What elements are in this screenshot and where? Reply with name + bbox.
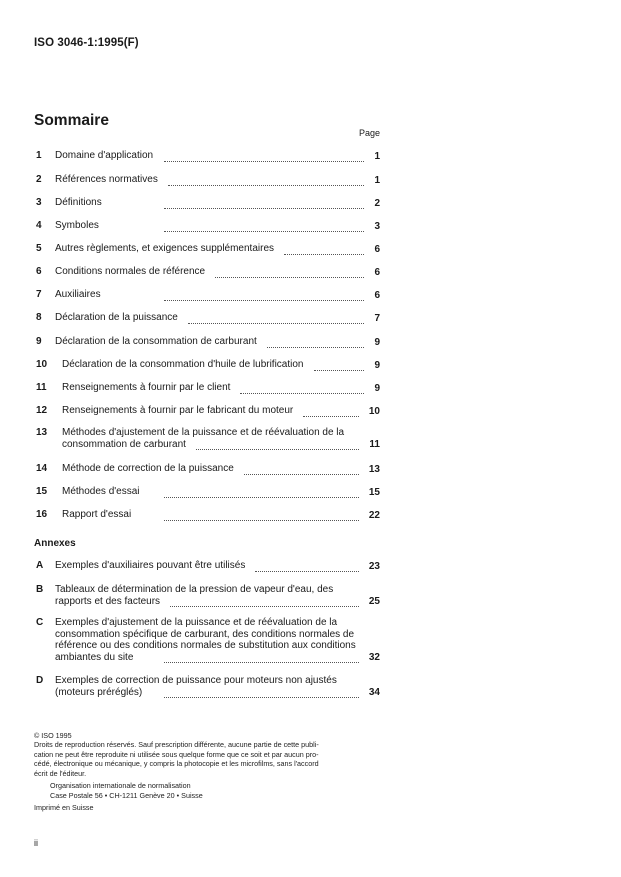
toc-entry-title-line: Renseignements à fournir par le client [62,382,231,393]
annex-dot-leader [164,662,359,663]
annex-page-number: 23 [368,560,380,572]
annex-dot-leader [164,697,359,698]
rights-line-1: Droits de reproduction réservés. Sauf prescription différente, aucune partie de cette publi- [34,740,319,749]
toc-page-number: 6 [374,243,380,255]
toc-entry-title-line: Méthodes d'ajustement de la puissance et de réévaluation de la [62,427,345,438]
annex-entry-d [34,675,380,699]
toc-entry-title-line: Références normatives [55,174,158,185]
toc-entry-title-line: consommation de carburant [62,438,186,450]
printed-in: Imprimé en Suisse [34,803,94,812]
annex-entry-title-line: référence ou des conditions normales de substitution aux conditions [55,640,356,651]
toc-dot-leader [314,370,364,371]
toc-number: 12 [36,405,48,416]
toc-entry-6 [34,266,380,279]
toc-number: 11 [36,382,47,393]
toc-dot-leader [196,449,359,450]
toc-page-number: 2 [374,197,380,209]
toc-page-number: 1 [374,174,380,186]
toc-entry-15 [34,486,380,499]
toc-dot-leader [240,393,364,394]
annex-dot-leader [170,606,359,607]
rights-line-4: écrit de l'éditeur. [34,768,87,778]
annex-page-number: 25 [368,596,380,607]
toc-entry-title-line: Renseignements à fournir par le fabricant du moteur [62,405,294,416]
toc-entry-title-line: Auxiliaires [55,289,101,300]
toc-number: 1 [36,150,42,161]
page-column-label: Page [358,128,380,138]
annex-number: D [36,675,44,686]
toc-page-number: 6 [374,289,380,301]
toc-entry-1 [34,150,380,163]
toc-number: 3 [36,197,42,208]
toc-page-number: 13 [368,463,380,475]
toc-dot-leader [303,416,359,417]
toc-dot-leader [215,277,364,278]
toc-entry-9 [34,336,380,349]
toc-dot-leader [188,323,364,324]
toc-entry-10 [34,359,380,372]
toc-page-number: 9 [374,359,380,371]
document-id: ISO 3046-1:1995(F) [34,37,139,49]
toc-entry-13 [34,427,380,451]
toc-number: 4 [36,220,42,231]
toc-dot-leader [244,474,359,475]
toc-entry-title-line: Symboles [55,220,99,231]
toc-entry-4 [34,220,380,233]
organization-name: Organisation internationale de normalisation [50,781,191,790]
toc-dot-leader [284,254,364,255]
toc-dot-leader [168,185,364,186]
annex-dot-leader [255,571,359,572]
toc-page-number: 6 [374,266,380,278]
toc-page-number: 15 [368,486,380,498]
toc-page-number: 10 [368,405,380,417]
toc-page-number: 3 [374,220,380,232]
annex-page-number: 32 [368,652,380,663]
toc-number: 8 [36,312,42,323]
annex-entry-title-line: Tableaux de détermination de la pression de vapeur d'eau, des [55,584,334,595]
annex-entry-title-line: ambiantes du site [55,651,134,663]
annex-entry-title-line: Exemples de correction de puissance pour moteurs non ajustés [55,675,337,686]
annex-entry-a [34,560,380,573]
toc-number: 5 [36,243,42,254]
toc-entry-title-line: Autres règlements, et exigences supplémentaires [55,243,275,254]
toc-page-number: 7 [374,312,380,324]
annex-page-number: 34 [368,687,380,698]
toc-entry-3 [34,197,380,210]
page-number: ii [34,838,38,848]
annex-entry-title-line: rapports et des facteurs [55,595,161,607]
toc-entry-title-line: Définitions [55,197,102,208]
toc-entry-7 [34,289,380,302]
annex-entry-title-line: Exemples d'auxiliaires pouvant être utilisés [55,560,246,571]
annex-entry-c [34,617,380,664]
toc-number: 16 [36,509,48,520]
toc-number: 14 [36,463,48,474]
annex-number: C [36,617,44,628]
toc-entry-title-line: Rapport d'essai [62,509,132,520]
page-title: Sommaire [34,112,109,129]
toc-dot-leader [164,231,364,232]
toc-dot-leader [164,208,364,209]
toc-entry-title-line: Méthodes d'essai [62,486,140,497]
toc-entry-5 [34,243,380,256]
toc-entry-title-line: Méthode de correction de la puissance [62,463,234,474]
toc-dot-leader [164,497,359,498]
toc-entry-title-line: Conditions normales de référence [55,266,206,277]
toc-number: 13 [36,427,48,438]
toc-dot-leader [164,520,359,521]
toc-entry-11 [34,382,380,395]
toc-entry-8 [34,312,380,325]
annexes-heading: Annexes [34,538,76,549]
toc-page-number: 11 [369,439,380,450]
toc-page-number: 9 [374,336,380,348]
toc-number: 10 [36,359,48,370]
toc-entry-title-line: Déclaration de la puissance [55,312,178,323]
toc-page-number: 22 [368,509,380,521]
toc-entry-16 [34,509,380,522]
toc-number: 7 [36,289,42,300]
toc-entry-title-line: Déclaration de la consommation d'huile de lubrification [62,359,304,370]
annex-entry-title-line: Exemples d'ajustement de la puissance et de réévaluation de la [55,617,338,628]
toc-entry-14 [34,463,380,476]
toc-number: 15 [36,486,48,497]
annex-entry-title-line: (moteurs préréglés) [55,686,143,698]
toc-entry-2 [34,174,380,187]
toc-dot-leader [164,161,364,162]
annex-entry-b [34,584,380,608]
toc-page-number: 1 [374,150,380,162]
annex-entry-title-line: consommation spécifique de carburant, des conditions normales de [55,628,355,640]
toc-page-number: 9 [374,382,380,394]
toc-entry-title-line: Domaine d'application [55,150,154,161]
annex-number: A [36,560,44,571]
toc-dot-leader [267,347,364,348]
toc-number: 6 [36,266,42,277]
rights-line-2: cation ne peut être reproduite ni utilisée sous quelque forme que ce soit et par aucun pro- [34,749,319,759]
rights-line-3: cédé, électronique ou mécanique, y compris la photocopie et les microfilms, sans l'accord [34,759,319,768]
annex-number: B [36,584,44,595]
copyright-notice: © ISO 1995 [34,731,72,740]
organization-address: Case Postale 56 • CH-1211 Genève 20 • Suisse [50,790,203,800]
toc-entry-12 [34,405,380,418]
toc-number: 2 [36,174,42,185]
toc-entry-title-line: Déclaration de la consommation de carburant [55,336,257,347]
toc-number: 9 [36,336,42,347]
toc-dot-leader [164,300,364,301]
